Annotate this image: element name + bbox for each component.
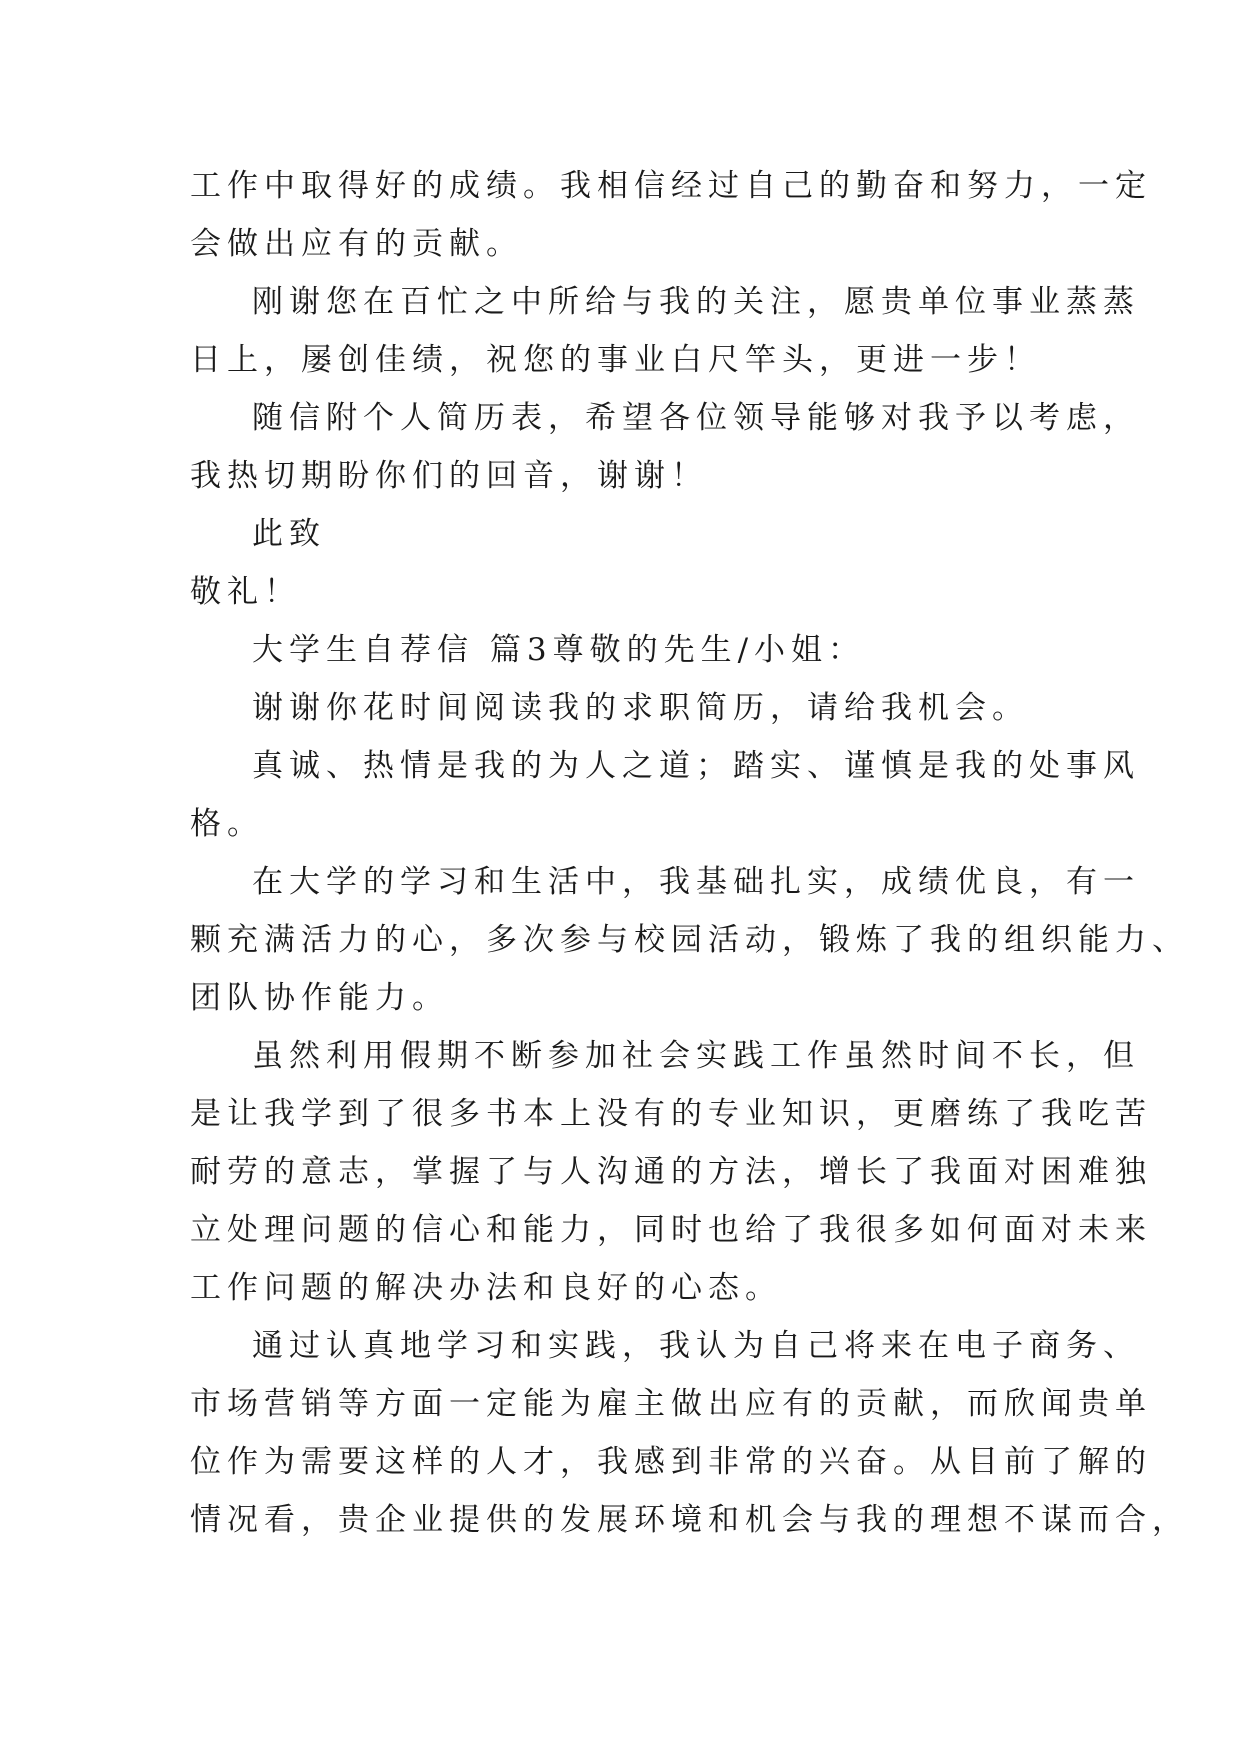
- text-line: 会做出应有的贡献。: [190, 226, 523, 262]
- text-line: 立处理问题的信心和能力，同时也给了我很多如何面对未来: [190, 1212, 1152, 1248]
- section-heading: 大学生自荐信 篇3尊敬的先生/小姐：: [252, 632, 866, 668]
- text-line: 工作问题的解决办法和良好的心态。: [190, 1270, 782, 1306]
- text-line: 格。: [190, 806, 264, 842]
- text-line: 是让我学到了很多书本上没有的专业知识，更磨练了我吃苦: [190, 1096, 1152, 1132]
- closing-regards: 敬礼！: [190, 574, 301, 610]
- text-line: 随信附个人简历表，希望各位领导能够对我予以考虑，: [252, 400, 1140, 436]
- closing-salutation: 此致: [252, 516, 326, 552]
- text-line: 在大学的学习和生活中，我基础扎实，成绩优良，有一: [252, 864, 1140, 900]
- text-line: 市场营销等方面一定能为雇主做出应有的贡献，而欣闻贵单: [190, 1386, 1152, 1422]
- text-line: 通过认真地学习和实践，我认为自己将来在电子商务、: [252, 1328, 1140, 1364]
- text-line: 真诚、热情是我的为人之道；踏实、谨慎是我的处事风: [252, 748, 1140, 784]
- text-line: 虽然利用假期不断参加社会实践工作虽然时间不长，但: [252, 1038, 1140, 1074]
- text-line: 刚谢您在百忙之中所给与我的关注，愿贵单位事业蒸蒸: [252, 284, 1140, 320]
- text-line: 谢谢你花时间阅读我的求职简历，请给我机会。: [252, 690, 1029, 726]
- text-line: 位作为需要这样的人才，我感到非常的兴奋。从目前了解的: [190, 1444, 1152, 1480]
- text-line: 耐劳的意志，掌握了与人沟通的方法，增长了我面对困难独: [190, 1154, 1152, 1190]
- text-line: 情况看，贵企业提供的发展环境和机会与我的理想不谋而合，: [190, 1502, 1189, 1538]
- text-line: 日上，屡创佳绩，祝您的事业白尺竿头，更进一步！: [190, 342, 1041, 378]
- letter-body: [190, 157, 1189, 1549]
- text-line: 颗充满活力的心，多次参与校园活动，锻炼了我的组织能力、: [190, 922, 1189, 958]
- text-line: 我热切期盼你们的回音，谢谢！: [190, 458, 708, 494]
- text-line: 团队协作能力。: [190, 980, 449, 1016]
- text-line: 工作中取得好的成绩。我相信经过自己的勤奋和努力，一定: [190, 168, 1152, 204]
